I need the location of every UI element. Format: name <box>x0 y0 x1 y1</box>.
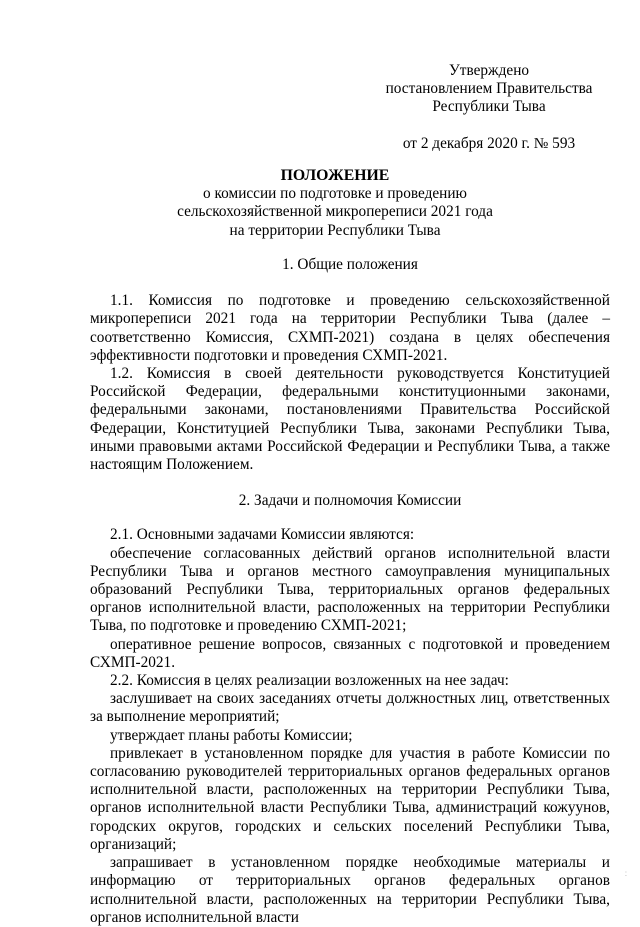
title-line-2: сельскохозяйственной микропереписи 2021 года <box>177 203 493 221</box>
approval-line-approved: Утверждено <box>448 62 530 79</box>
paragraph-2-2-item-3: привлекает в установленном порядке для участия в работе Комиссии по согласованию руководителей территориальных органов федеральных органов исполнительной власти, расположенных на территории Республики Тыва, органов исполнительной власти Республики Тыва, администраций кожуунов, городских округов, городских и сельских поселений Республики Тыва, организаций; <box>90 744 610 853</box>
paragraph-2-1-item-2: оперативное решение вопросов, связанных с подготовкой и проведением СХМП-2021. <box>90 635 610 671</box>
title-main: ПОЛОЖЕНИЕ <box>280 167 390 184</box>
paragraph-2-2-item-4: запрашивает в установленном порядке необходимые материалы и информацию от территориальных органов федеральных органов исполнительной власти, расположенных на территории Республики Тыва, органов исполнительной власти <box>90 854 610 926</box>
paragraph-2-2-item-2: утверждает планы работы Комиссии; <box>110 726 353 744</box>
paragraph-2-2-item-1: заслушивает на своих заседаниях отчеты должностных лиц, ответственных за выполнение мероприятий; <box>90 690 610 726</box>
section-2-heading: 2. Задачи и полномочия Комиссии <box>238 492 462 510</box>
title-line-3: на территории Республики Тыва <box>229 221 441 239</box>
approval-line-republic: Республики Тыва <box>432 98 546 116</box>
paragraph-2-1-item-1: обеспечение согласованных действий органов исполнительной власти Республики Тыва и органов местного самоуправления муниципальных образований Республики Тыва, территориальных органов федеральных органов исполнительной власти, расположенных на территории Республики Тыва, по подготовке и проведению СХМП-2021; <box>90 544 610 635</box>
section-1-heading: 1. Общие положения <box>282 256 418 273</box>
paragraph-1-1: 1.1. Комиссия по подготовке и проведению сельскохозяйственной микропереписи 2021 года на территории Республики Тыва (далее – соответственно Комиссия, СХМП-2021) создана в целях обеспечения эффективности подготовки и проведения СХМП-2021. <box>90 292 610 364</box>
scan-mark: ⁚ <box>625 872 627 878</box>
document-title <box>80 167 590 240</box>
title-line-1: о комиссии по подготовке и проведению <box>203 185 467 203</box>
approval-stamp <box>384 62 594 153</box>
paragraph-1-2: 1.2. Комиссия в своей деятельности руководствуется Конституцией Российской Федерации, федеральными конституционными законами, федеральными законами, постановлениями Правительства Российской Федерации, Конституцией Республики Тыва, законами Республики Тыва, иными правовыми актами Российской Федерации и Республики Тыва, а также настоящим Положением. <box>90 365 610 474</box>
approval-line-resolution: постановлением Правительства <box>385 80 593 98</box>
document-body <box>90 256 610 927</box>
paragraph-2-2: 2.2. Комиссия в целях реализации возложенных на нее задач: <box>110 672 509 690</box>
paragraph-2-1: 2.1. Основными задачами Комиссии являются: <box>110 526 415 544</box>
approval-date: от 2 декабря 2020 г. № 593 <box>402 134 576 152</box>
